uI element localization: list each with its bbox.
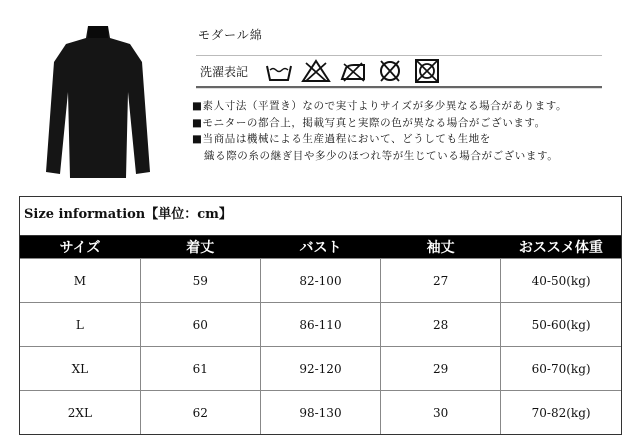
table-cell: 86-110 <box>260 303 380 347</box>
table-cell: 98-130 <box>260 391 380 435</box>
table-cell: 60-70(kg) <box>501 347 621 391</box>
table-cell: 61 <box>140 347 260 391</box>
size-table-title: Size information【単位：cm】 <box>20 197 621 236</box>
table-row <box>20 391 621 435</box>
column-header: 袖丈 <box>381 236 501 259</box>
column-header: バスト <box>260 236 380 259</box>
no-bleach-icon <box>301 58 331 84</box>
table-cell: L <box>20 303 140 347</box>
table-cell: 82-100 <box>260 259 380 303</box>
note-line: ■モニターの都合上，掲載写真と実際の色が異なる場合がございます。 <box>192 116 546 129</box>
table-cell: 70-82(kg) <box>501 391 621 435</box>
table-cell: 2XL <box>20 391 140 435</box>
column-header: 着丈 <box>140 236 260 259</box>
care-label: 洗濯表記 <box>200 65 249 79</box>
note-line: ■素人寸法（平置き）なので実寸よりサイズが多少異なる場合があります。 <box>192 100 568 112</box>
iron-icon <box>338 58 368 84</box>
material-text: モダール綿 <box>198 28 263 42</box>
size-table <box>19 196 622 435</box>
table-row <box>20 347 621 391</box>
table-cell: 30 <box>381 391 501 435</box>
table-cell: 59 <box>140 259 260 303</box>
table-cell: 92-120 <box>260 347 380 391</box>
table-cell: 50-60(kg) <box>501 303 621 347</box>
column-header: おススメ体重 <box>501 236 621 259</box>
care-icons <box>264 58 442 84</box>
care-label-box <box>196 55 602 88</box>
no-tumble-dry-icon <box>412 58 442 84</box>
note-line: ■当商品は機械による生産過程において、どうしても生地を <box>192 133 491 145</box>
note-line: 織る際の糸の継ぎ目や多少のほつれ等が生じている場合がございます。 <box>204 149 559 162</box>
table-cell: 28 <box>381 303 501 347</box>
table-cell: XL <box>20 347 140 391</box>
table-cell: 27 <box>381 259 501 303</box>
table-cell: M <box>20 259 140 303</box>
product-photo <box>38 22 158 182</box>
notes-block <box>192 98 567 164</box>
table-row <box>20 303 621 347</box>
no-dry-clean-icon <box>375 58 405 84</box>
column-header: サイズ <box>20 236 140 259</box>
table-cell: 62 <box>140 391 260 435</box>
table-cell: 29 <box>381 347 501 391</box>
table-cell: 40-50(kg) <box>501 259 621 303</box>
wash-tub-icon <box>264 58 294 84</box>
table-row <box>20 259 621 303</box>
table-cell: 60 <box>140 303 260 347</box>
